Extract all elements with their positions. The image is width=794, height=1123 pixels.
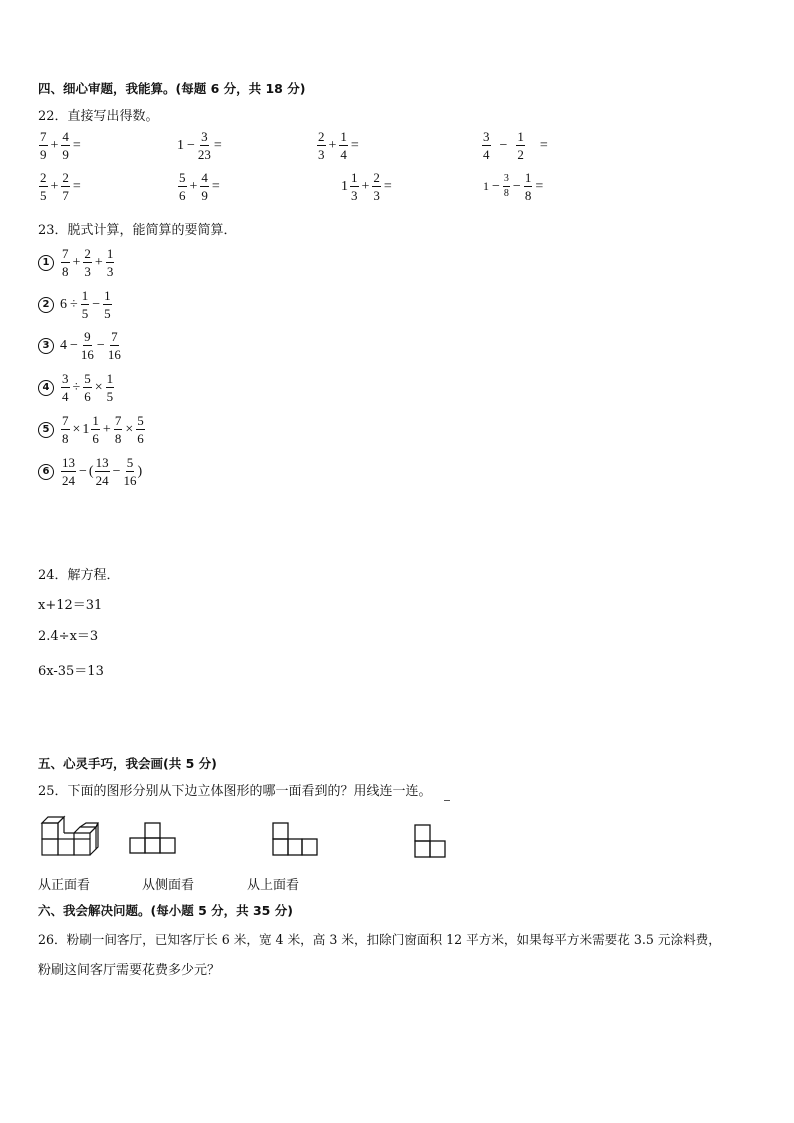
equation-1: x+12＝31 <box>38 598 103 613</box>
q22-expr-5: $\frac{2}{5}$ + $\frac{2}{7}$ = <box>40 170 81 203</box>
view-shape-3 <box>414 824 446 858</box>
view-shape-2 <box>272 822 318 856</box>
item-number-badge: 5 <box>38 422 54 438</box>
q22-expr-4: $\frac{3}{4}$ − $\frac{1}{2}$ = <box>483 129 548 162</box>
stray-mark <box>444 800 450 801</box>
item-number-badge: 4 <box>38 380 54 396</box>
section5-heading: 五、心灵手巧，我会画(共 5 分) <box>38 756 217 771</box>
q25-title: 25．下面的图形分别从下边立体图形的哪一面看到的？用线连一连。 <box>38 784 432 799</box>
q22-expr-3: $\frac{2}{3}$ + $\frac{1}{4}$ = <box>318 129 359 162</box>
item-number-badge: 2 <box>38 297 54 313</box>
q26-text-line2: 粉刷这间客厅需要花费多少元？ <box>38 963 221 978</box>
equation-3: 6x-35＝13 <box>38 664 104 679</box>
q23-title: 23．脱式计算，能简算的要简算． <box>38 223 237 238</box>
q23-item-2: 2 6 ÷ $\frac{1}{5}$ − $\frac{1}{5}$ <box>38 289 113 320</box>
q23-item-4: 4 $\frac{3}{4}$ ÷ $\frac{5}{6}$ × $\frac{1}{5}$ <box>38 372 115 403</box>
item-number-badge: 1 <box>38 255 54 271</box>
label-top-view: 从上面看 <box>247 878 300 893</box>
section6-heading: 六、我会解决问题。(每小题 5 分，共 35 分) <box>38 903 293 918</box>
q22-expr-7: 1 $\frac{1}{3}$ + $\frac{2}{3}$ = <box>341 170 392 203</box>
q23-item-3: 3 4 − $\frac{9}{16}$ − $\frac{7}{16}$ <box>38 330 122 361</box>
equation-2: 2.4÷x＝3 <box>38 629 99 644</box>
q22-expr-8: 1 − $\frac{3}{8}$ − $\frac{1}{8}$ = <box>483 170 544 203</box>
q23-item-1: 1 $\frac{7}{8}$ + $\frac{2}{3}$ + $\frac{1}{3}$ <box>38 247 115 278</box>
q24-title: 24．解方程． <box>38 568 120 583</box>
label-side-view: 从侧面看 <box>142 878 195 893</box>
q26-text-line1: 26．粉刷一间客厅，已知客厅长 6 米，宽 4 米，高 3 米，扣除门窗面积 12 平方米，如果每平方米需要花 3.5 元涂料费， <box>38 932 721 947</box>
item-number-badge: 6 <box>38 464 54 480</box>
q22-expr-1: $\frac{7}{9}$ + $\frac{4}{9}$ = <box>40 129 81 162</box>
q23-item-5: 5 $\frac{7}{8}$ × 1 $\frac{1}{6}$ + $\frac{7}{8}$ × $\frac{5}{6}$ <box>38 414 146 445</box>
label-front-view: 从正面看 <box>38 878 91 893</box>
view-shape-1 <box>130 822 176 854</box>
q22-title: 22．直接写出得数。 <box>38 109 159 124</box>
q23-item-6: 6 $\frac{13}{24}$ − ( $\frac{13}{24}$ − $\frac{5}{16}$ ) <box>38 456 142 487</box>
item-number-badge: 3 <box>38 338 54 354</box>
cube-stack-figure <box>38 813 102 857</box>
section4-heading: 四、细心审题，我能算。(每题 6 分，共 18 分) <box>38 81 306 96</box>
q22-expr-6: $\frac{5}{6}$ + $\frac{4}{9}$ = <box>179 170 220 203</box>
q22-expr-2: 1 − $\frac{3}{23}$ = <box>177 129 222 162</box>
